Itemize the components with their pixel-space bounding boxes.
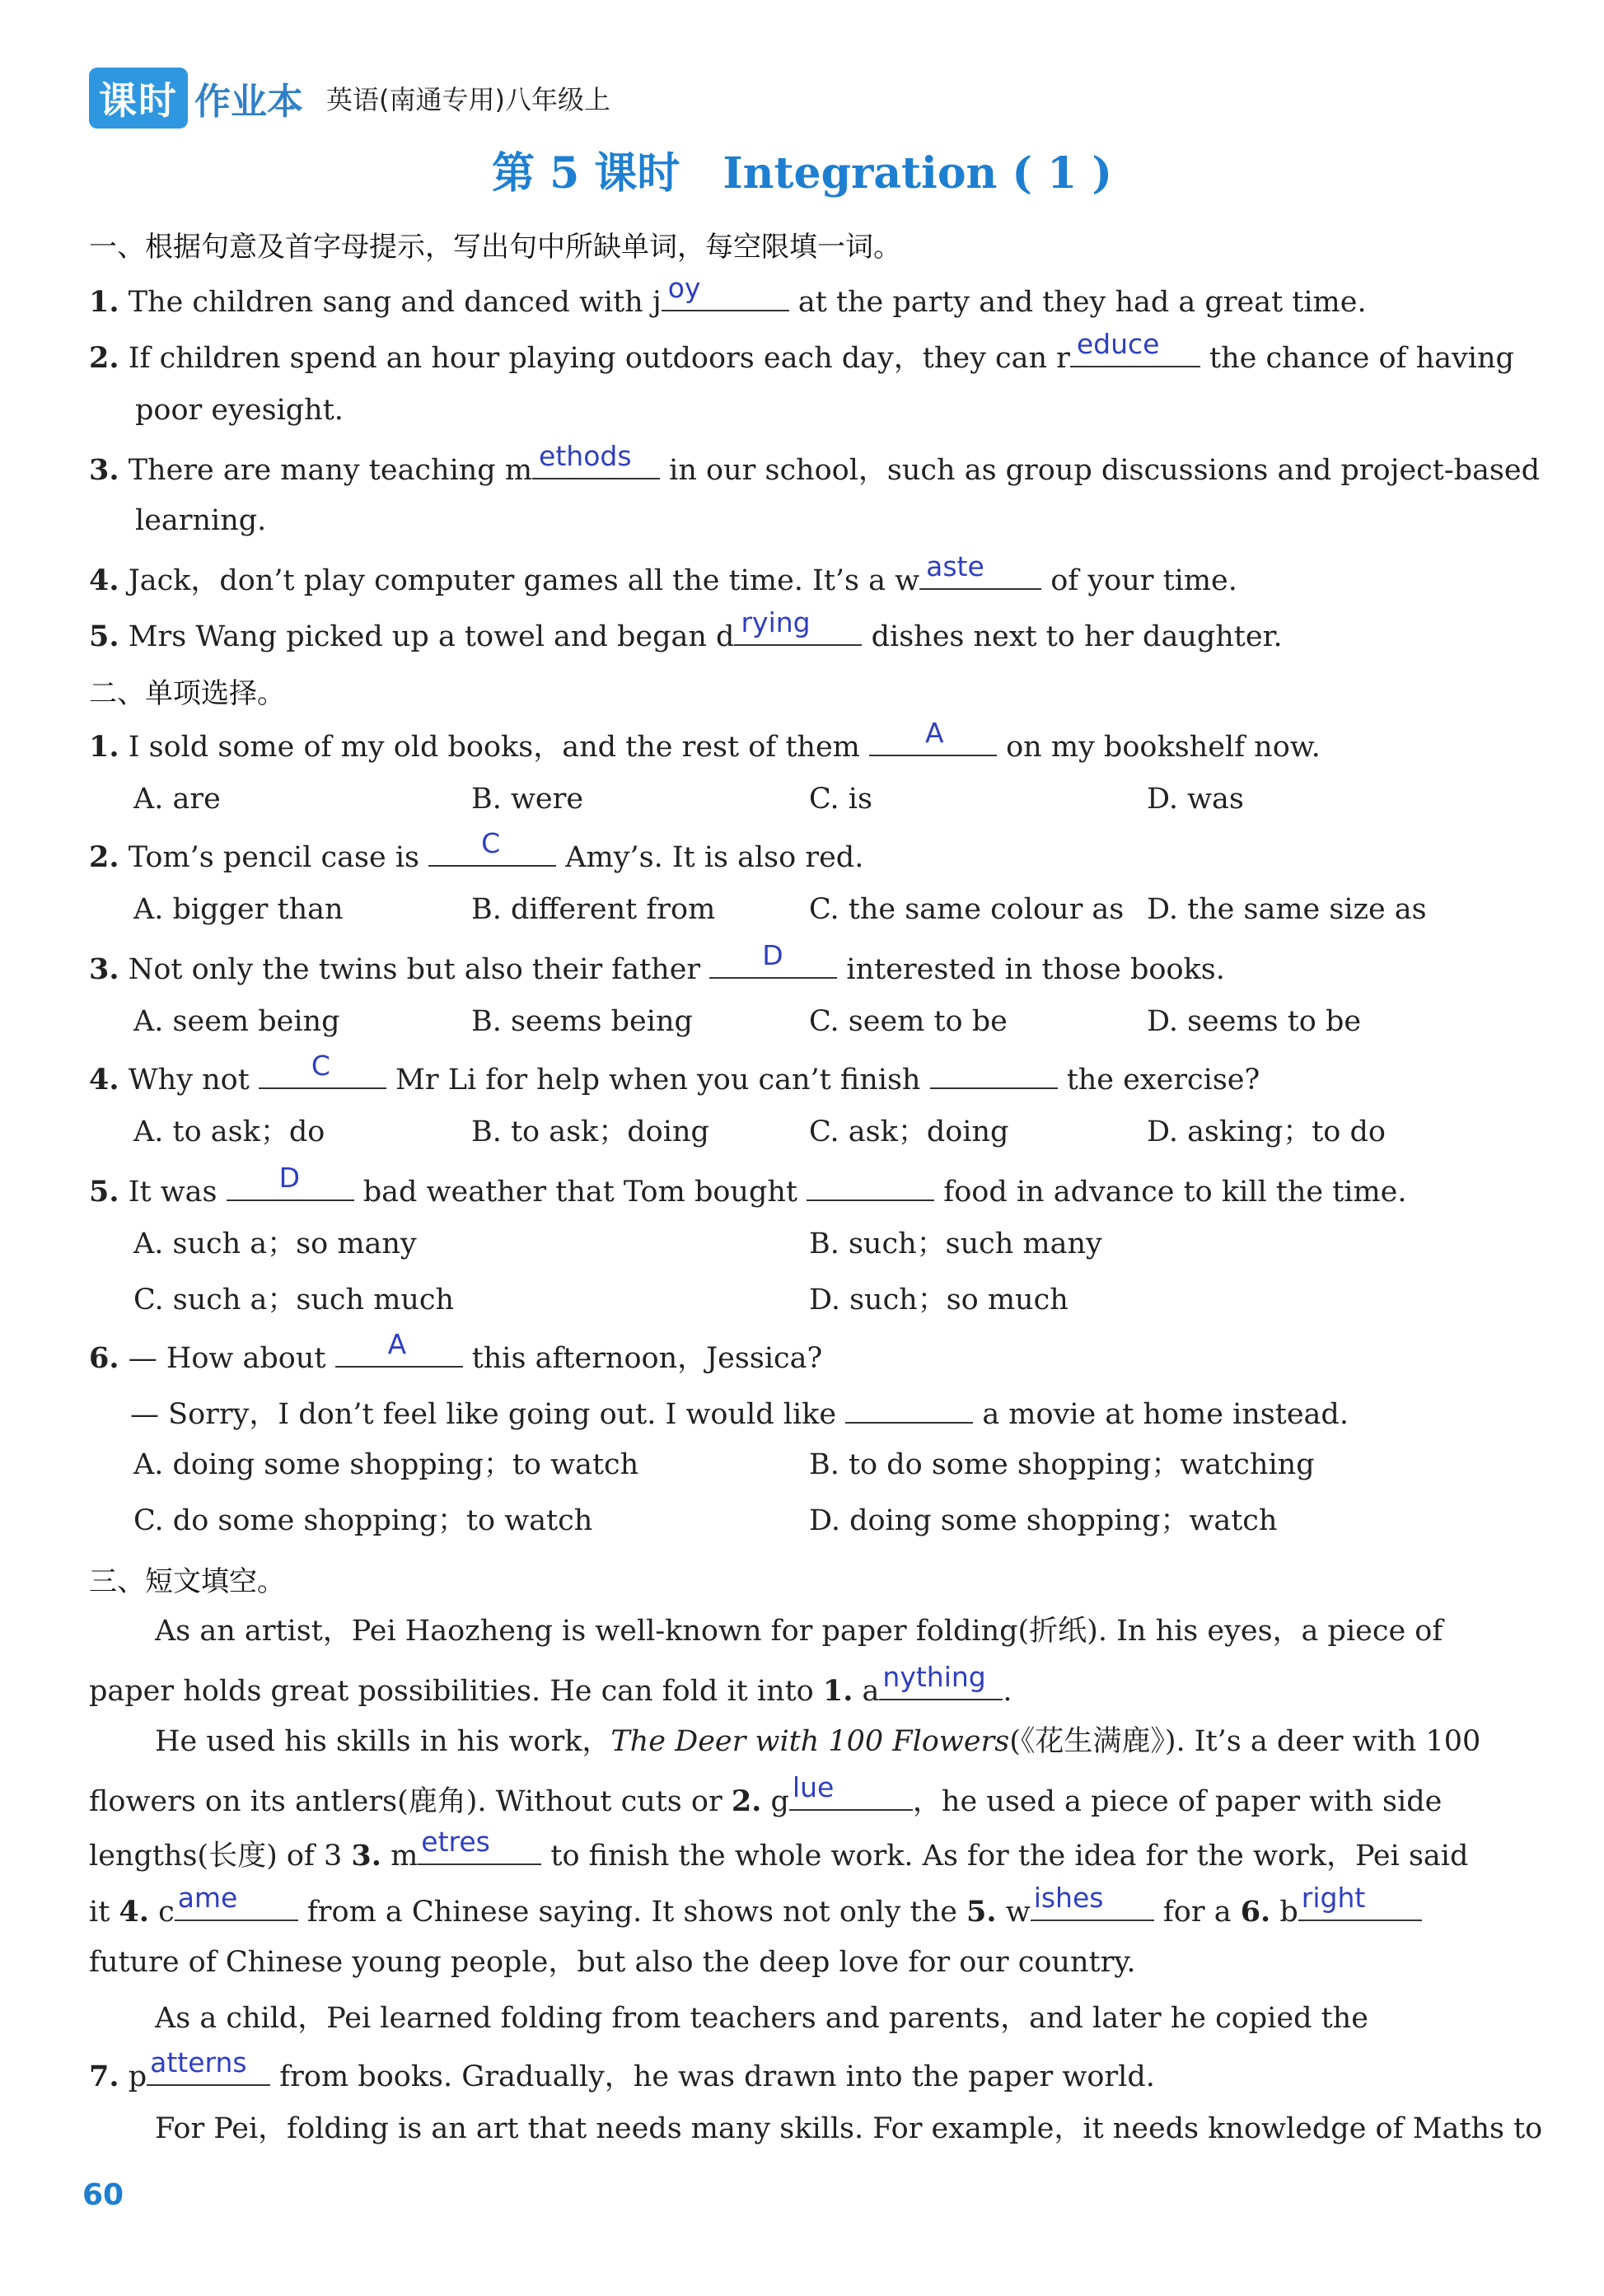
brand-name: 作业本 bbox=[194, 81, 303, 123]
s2-q1: 1. I sold some of my old books，and the rest of them A on my bookshelf now. bbox=[89, 717, 1321, 764]
option[interactable]: A. bigger than bbox=[133, 893, 344, 926]
section1-heading: 一、根据句意及首字母提示，写出句中所缺单词，每空限填一词。 bbox=[89, 231, 901, 264]
option[interactable]: A. seem being bbox=[133, 1005, 340, 1038]
s1-item-2-cont: poor eyesight. bbox=[135, 394, 344, 427]
answer[interactable]: etres bbox=[421, 1826, 490, 1858]
passage-line: lengths(长度) of 3 3. m etres to finish the whole work. As for the idea for the work，Pei said bbox=[89, 1826, 1469, 1873]
answer[interactable]: atterns bbox=[150, 2046, 247, 2079]
option[interactable]: B. to do some shopping；watching bbox=[809, 1448, 1315, 1481]
subject-label: 英语(南通专用)八年级上 bbox=[326, 84, 610, 115]
answer[interactable]: rying bbox=[741, 606, 811, 638]
option[interactable]: A. are bbox=[133, 783, 221, 816]
passage-line: it 4. c ame from a Chinese saying. It shows not only the 5. w ishes for a 6. b right bbox=[89, 1890, 1422, 1930]
s2-q6-line2: — Sorry，I don’t feel like going out. I would like a movie at home instead. bbox=[130, 1392, 1349, 1433]
s1-item-4: 4. Jack，don’t play computer games all the time. It’s a w aste of your time. bbox=[89, 550, 1237, 597]
option[interactable]: B. were bbox=[471, 783, 584, 816]
answer[interactable]: lue bbox=[792, 1771, 835, 1803]
answer[interactable]: ame bbox=[177, 1882, 238, 1914]
answer[interactable]: D bbox=[278, 1162, 301, 1194]
answer[interactable]: right bbox=[1301, 1882, 1366, 1914]
answer[interactable]: C bbox=[481, 827, 501, 859]
page-number: 60 bbox=[82, 2178, 124, 2212]
header bbox=[89, 68, 610, 129]
passage-line: For Pei，folding is an art that needs many skills. For example，it needs knowledge of Maths to bbox=[155, 2112, 1543, 2145]
option[interactable]: A. such a；so many bbox=[133, 1227, 417, 1260]
option[interactable]: B. to ask；doing bbox=[471, 1115, 709, 1148]
answer[interactable]: C bbox=[311, 1050, 330, 1082]
passage-line: 7. p atterns from books. Gradually，he was drawn into the paper world. bbox=[89, 2046, 1155, 2093]
passage-line: As an artist，Pei Haozheng is well-known for paper folding(折纸). In his eyes，a piece of bbox=[155, 1615, 1443, 1648]
section2-heading: 二、单项选择。 bbox=[89, 677, 285, 710]
section3-heading: 三、短文填空。 bbox=[89, 1565, 285, 1598]
option[interactable]: D. the same size as bbox=[1147, 893, 1427, 926]
answer[interactable]: aste bbox=[926, 550, 984, 582]
answer[interactable]: nything bbox=[882, 1661, 986, 1693]
s1-item-1: 1. The children sang and danced with j oy at the party and they had a great time. bbox=[89, 272, 1367, 319]
answer[interactable]: A bbox=[387, 1328, 407, 1360]
passage-line: paper holds great possibilities. He can fold it into 1. a nything . bbox=[89, 1661, 1012, 1708]
passage-line: flowers on its antlers(鹿角). Without cuts or 2. g lue ，he used a piece of paper with side bbox=[89, 1771, 1443, 1818]
s1-item-3-cont: learning. bbox=[135, 504, 267, 537]
option[interactable]: D. doing some shopping；watch bbox=[809, 1504, 1278, 1537]
s2-q2: 2. Tom’s pencil case is C Amy’s. It is also red. bbox=[89, 827, 864, 874]
answer[interactable]: D bbox=[762, 939, 783, 971]
option[interactable]: C. the same colour as bbox=[809, 893, 1125, 926]
option[interactable]: D. seems to be bbox=[1147, 1005, 1362, 1038]
s2-q3: 3. Not only the twins but also their father D interested in those books. bbox=[89, 939, 1225, 986]
option[interactable]: D. asking；to do bbox=[1147, 1115, 1386, 1148]
option[interactable]: C. ask；doing bbox=[809, 1115, 1009, 1148]
page-title: 第 5 课时 Integration ( 1 ) bbox=[491, 148, 1113, 199]
answer[interactable]: oy bbox=[667, 272, 701, 304]
option[interactable]: D. was bbox=[1147, 783, 1244, 816]
option[interactable]: C. such a；such much bbox=[133, 1284, 455, 1316]
option[interactable]: B. such；such many bbox=[809, 1227, 1102, 1260]
s2-q6: 6. — How about A this afternoon，Jessica? bbox=[89, 1328, 823, 1375]
s2-q5: 5. It was D bad weather that Tom bought food in advance to kill the time. bbox=[89, 1162, 1407, 1209]
passage-line: future of Chinese young people，but also the deep love for our country. bbox=[89, 1946, 1136, 1979]
option[interactable]: C. seem to be bbox=[809, 1005, 1008, 1038]
brand-logo: 课时 bbox=[89, 68, 188, 129]
option[interactable]: D. such；so much bbox=[809, 1284, 1069, 1316]
option[interactable]: B. different from bbox=[471, 893, 716, 926]
option[interactable]: C. do some shopping；to watch bbox=[133, 1504, 593, 1537]
option[interactable]: A. to ask；do bbox=[133, 1115, 325, 1148]
answer[interactable]: ethods bbox=[539, 440, 632, 472]
s2-q4: 4. Why not C Mr Li for help when you can’t finish the exercise? bbox=[89, 1050, 1260, 1097]
answer[interactable]: A bbox=[924, 717, 944, 749]
option[interactable]: C. is bbox=[809, 783, 872, 816]
passage-line: He used his skills in his work，The Deer with 100 Flowers(《花生满鹿》). It’s a deer with 100 bbox=[155, 1725, 1481, 1758]
answer[interactable]: ishes bbox=[1033, 1882, 1104, 1914]
answer[interactable]: educe bbox=[1076, 328, 1160, 360]
option[interactable]: A. doing some shopping；to watch bbox=[133, 1448, 639, 1481]
s1-item-3: 3. There are many teaching m ethods in our school，such as group discussions and project-based bbox=[89, 440, 1541, 487]
s1-item-5: 5. Mrs Wang picked up a towel and began d rying dishes next to her daughter. bbox=[89, 606, 1283, 653]
option[interactable]: B. seems being bbox=[471, 1005, 693, 1038]
passage-line: As a child，Pei learned folding from teachers and parents，and later he copied the bbox=[155, 2002, 1368, 2035]
s1-item-2: 2. If children spend an hour playing outdoors each day，they can r educe the chance of having bbox=[89, 328, 1514, 375]
